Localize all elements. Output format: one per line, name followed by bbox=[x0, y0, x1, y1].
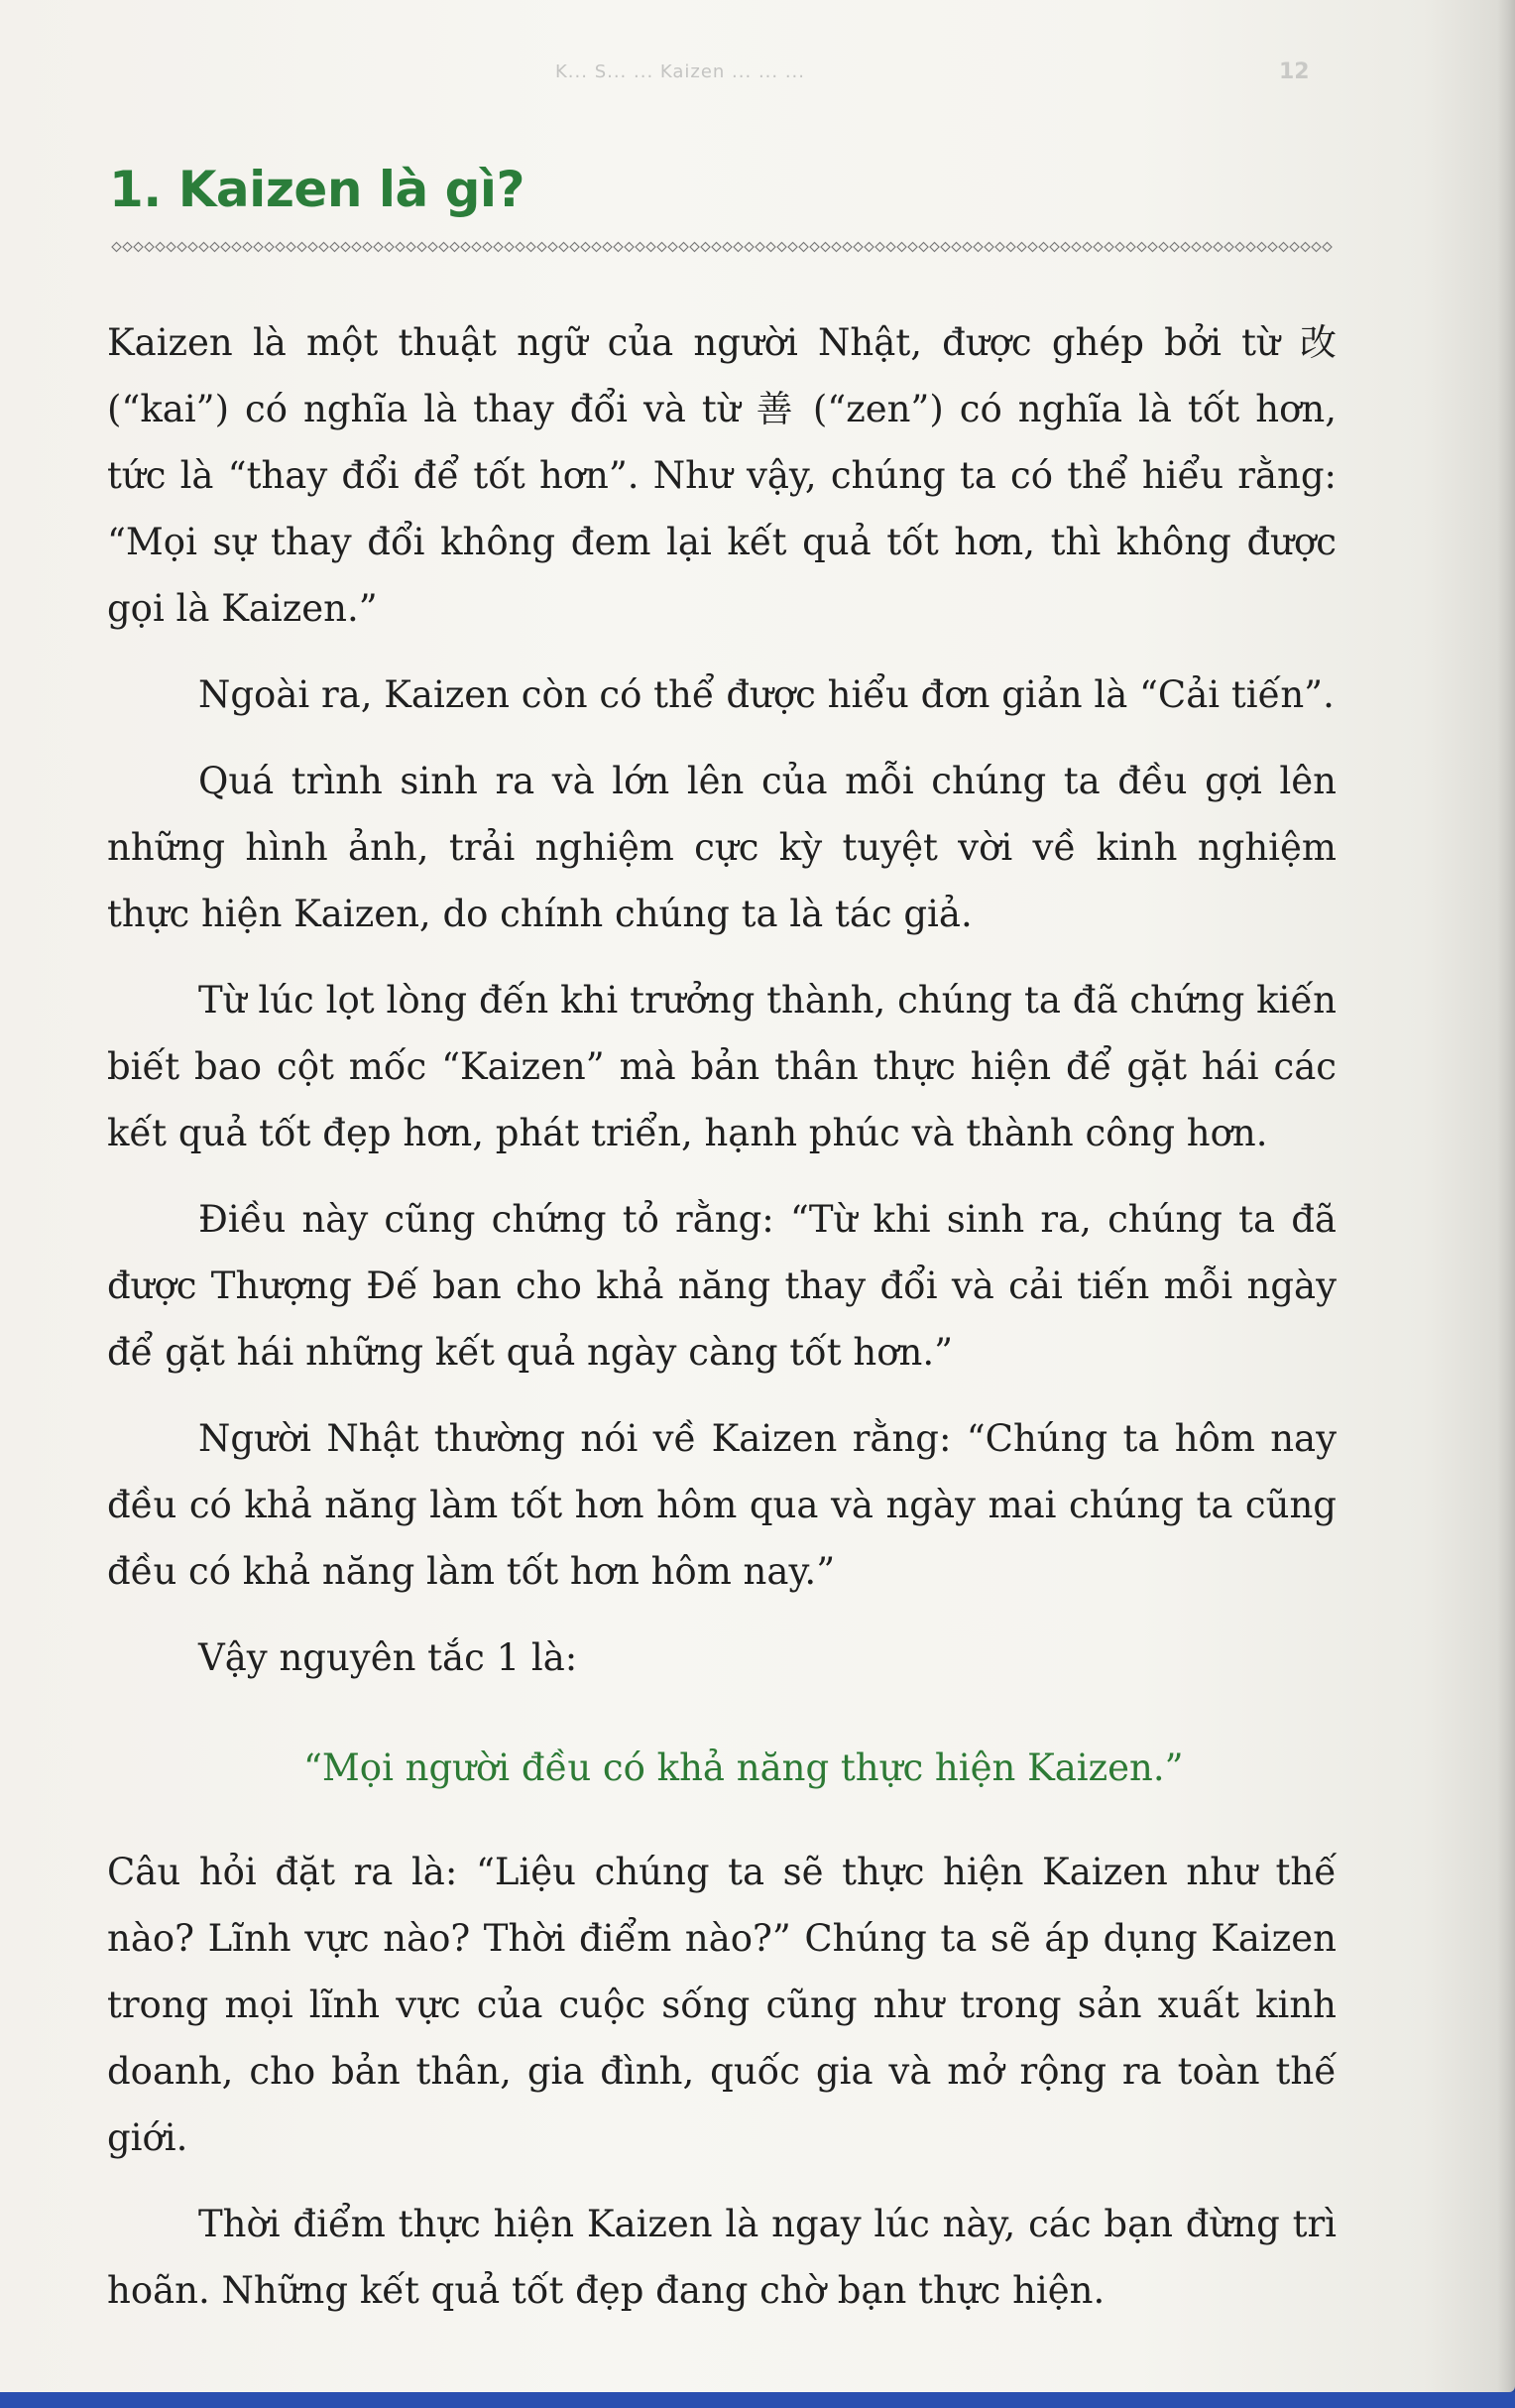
paragraph-alternative: Ngoài ra, Kaizen còn có thể được hiểu đơn giản là “Cải tiến”. bbox=[198, 673, 1335, 716]
paragraph-question: Câu hỏi đặt ra là: “Liệu chúng ta sẽ thực hiện Kaizen như thế nào? Lĩnh vực nào? Thời điểm nào?” Chúng ta sẽ áp dụng Kaizen trong mọi lĩnh vực của cuộc sống cũng như trong sản xuất kinh doanh, cho bản thân, gia đình, quốc gia và mở rộng ra toàn thế giới. bbox=[107, 1851, 1337, 2159]
paragraph-proof: Điều này cũng chứng tỏ rằng: “Từ khi sinh ra, chúng ta đã được Thượng Đế ban cho khả năng thay đổi và cải tiến mỗi ngày để gặt hái những kết quả ngày càng tốt hơn.” bbox=[107, 1198, 1337, 1374]
paragraph-timing: Thời điểm thực hiện Kaizen là ngay lúc này, các bạn đừng trì hoãn. Những kết quả tốt đẹp đang chờ bạn thực hiện. bbox=[107, 2203, 1337, 2312]
ornamental-divider bbox=[111, 240, 1333, 254]
paragraph-definition: Kaizen là một thuật ngữ của người Nhật, được ghép bởi từ 改 (“kai”) có nghĩa là thay đổi và từ 善 (“zen”) có nghĩa là tốt hơn, tức là “thay đổi để tốt hơn”. Như vậy, chúng ta có thể hiểu rằng: “Mọi sự thay đổi không đem lại kết quả tốt hơn, thì không được gọi là Kaizen.” bbox=[107, 321, 1337, 630]
section-heading: 1. Kaizen là gì? bbox=[109, 161, 525, 218]
paragraph-milestones: Từ lúc lọt lòng đến khi trưởng thành, chúng ta đã chứng kiến biết bao cột mốc “Kaizen” mà bản thân thực hiện để gặt hái các kết quả tốt đẹp hơn, phát triển, hạnh phúc và thành công hơn. bbox=[107, 979, 1337, 1154]
page-number: 12 bbox=[1279, 60, 1310, 84]
principle-quote: “Mọi người đều có khả năng thực hiện Kaizen.” bbox=[303, 1746, 1184, 1789]
running-header: K... S... ... Kaizen ... ... ... bbox=[555, 61, 805, 82]
paragraph-principle-intro: Vậy nguyên tắc 1 là: bbox=[198, 1636, 578, 1679]
page-edge-shadow bbox=[1497, 0, 1515, 2392]
paragraph-japanese-saying: Người Nhật thường nói về Kaizen rằng: “Chúng ta hôm nay đều có khả năng làm tốt hơn hôm qua và ngày mai chúng ta cũng đều có khả năng làm tốt hơn hôm nay.” bbox=[107, 1417, 1337, 1593]
body-text bbox=[107, 309, 1337, 2324]
paragraph-growth: Quá trình sinh ra và lớn lên của mỗi chúng ta đều gợi lên những hình ảnh, trải nghiệm cực kỳ tuyệt vời về kinh nghiệm thực hiện Kaizen, do chính chúng ta là tác giả. bbox=[107, 760, 1337, 935]
